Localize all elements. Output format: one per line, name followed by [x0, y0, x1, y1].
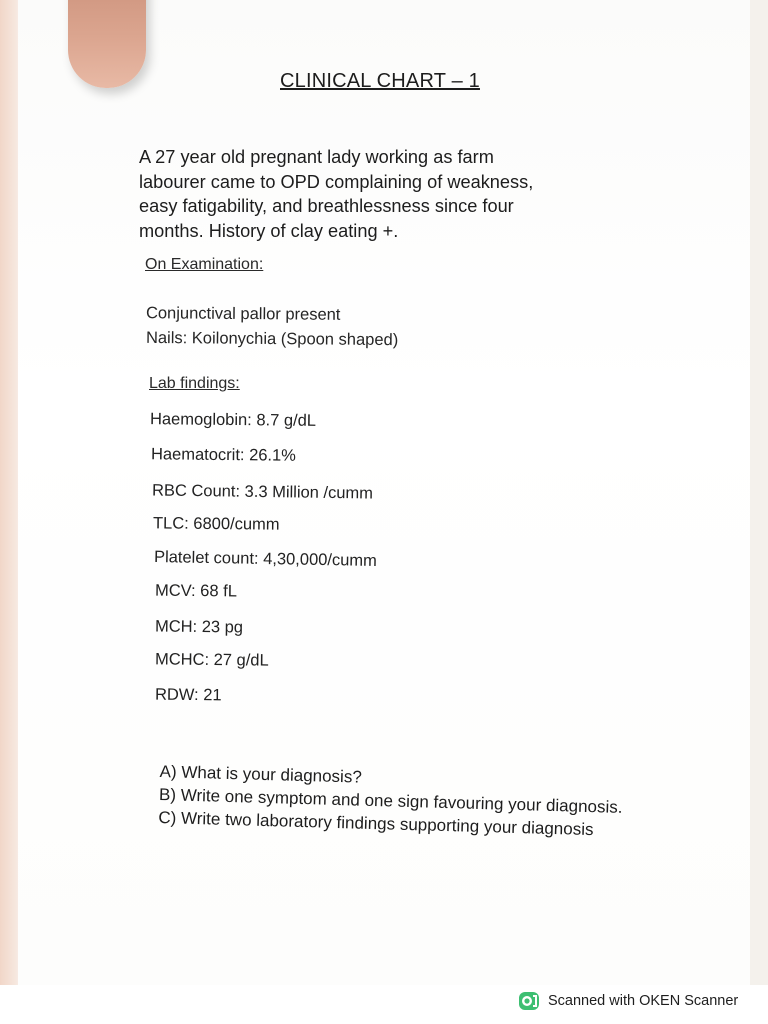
examination-heading: On Examination:	[145, 256, 264, 273]
question: A) What is your diagnosis?	[159, 761, 363, 787]
questions-block	[158, 760, 660, 843]
lab-findings-heading: Lab findings:	[149, 375, 240, 392]
question: B) Write one symptom and one sign favouring your diagnosis.	[158, 784, 623, 817]
exam-finding: Conjunctival pallor present	[145, 304, 341, 324]
lab-finding: MCH: 23 pg	[154, 617, 244, 637]
lab-finding: TLC: 6800/cumm	[152, 514, 280, 534]
finger-shadow	[68, 0, 146, 88]
lab-finding: MCV: 68 fL	[154, 581, 238, 601]
oken-scanner-logo-icon	[518, 991, 540, 1011]
lab-finding: Platelet count: 4,30,000/cumm	[153, 548, 378, 570]
lab-finding: RDW: 21	[154, 685, 222, 705]
scanner-watermark	[518, 991, 738, 1011]
question: C) Write two laboratory findings supporting your diagnosis	[158, 807, 594, 840]
exam-finding: Nails: Koilonychia (Spoon shaped)	[145, 328, 399, 350]
case-description	[139, 145, 569, 243]
document-title: CLINICAL CHART – 1	[280, 70, 480, 92]
case-line: labourer came to OPD complaining of weakness,	[139, 171, 534, 192]
watermark-text: Scanned with OKEN Scanner	[548, 993, 739, 1009]
lab-finding: MCHC: 27 g/dL	[154, 650, 269, 670]
lab-finding: Haematocrit: 26.1%	[150, 445, 297, 465]
case-line: months. History of clay eating +.	[139, 220, 399, 241]
lab-finding: RBC Count: 3.3 Million /cumm	[151, 481, 374, 503]
case-line: A 27 year old pregnant lady working as farm	[139, 147, 494, 167]
lab-finding: Haemoglobin: 8.7 g/dL	[149, 410, 317, 430]
case-line: easy fatigability, and breathlessness since four	[139, 196, 514, 217]
